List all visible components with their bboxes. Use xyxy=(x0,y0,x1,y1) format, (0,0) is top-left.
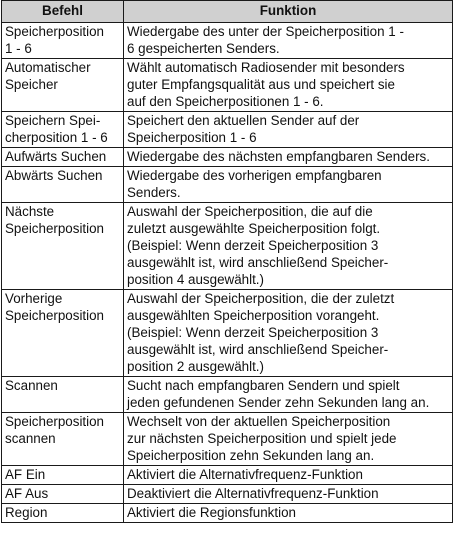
befehl-cell xyxy=(2,377,124,413)
table-row xyxy=(2,466,453,485)
befehl-text: Speicherposition 1 - 6 xyxy=(5,24,105,56)
funktion-cell xyxy=(124,377,453,413)
header-funktion: Funktion xyxy=(124,1,453,23)
funktion-cell xyxy=(124,290,453,377)
befehl-text: AF Ein xyxy=(5,467,46,482)
funktion-text: Auswahl der Speicherposition, die der zuletzt ausgewählten Speicherposition vorangeht. (Beispiel: Wenn derzeit Speicherposition 3 ausgewählt ist, wird anschließend Speicher- position 2 ausgewählt.) xyxy=(127,291,395,374)
table-body xyxy=(2,23,453,523)
funktion-text: Wählt automatisch Radiosender mit besonders guter Empfangsqualität aus und speichert sie auf den Speicherpositionen 1 - 6. xyxy=(127,60,405,109)
funktion-text: Wiedergabe des vorherigen empfangbaren Senders. xyxy=(127,168,382,200)
befehl-cell xyxy=(2,290,124,377)
funktion-cell xyxy=(124,23,453,59)
befehl-cell xyxy=(2,148,124,167)
funktion-text: Aktiviert die Regionsfunktion xyxy=(127,505,296,520)
header-befehl: Befehl xyxy=(2,1,124,23)
befehl-text: Vorherige Speicherposition xyxy=(5,291,105,323)
table-row xyxy=(2,413,453,466)
befehl-text: Automatischer Speicher xyxy=(5,60,91,92)
befehl-text: Scannen xyxy=(5,378,58,393)
befehl-cell xyxy=(2,413,124,466)
befehl-text: Aufwärts Suchen xyxy=(5,149,107,164)
table-header-row xyxy=(2,1,453,23)
table-row xyxy=(2,290,453,377)
befehl-cell xyxy=(2,485,124,504)
funktion-cell xyxy=(124,112,453,148)
befehl-text: Region xyxy=(5,505,48,520)
funktion-cell xyxy=(124,485,453,504)
funktion-text: Aktiviert die Alternativfrequenz-Funktion xyxy=(127,467,363,482)
befehl-cell xyxy=(2,59,124,112)
table-row xyxy=(2,23,453,59)
befehl-cell xyxy=(2,466,124,485)
befehl-text: Speichern Spei- cherposition 1 - 6 xyxy=(5,113,108,145)
befehl-cell xyxy=(2,167,124,203)
table-row xyxy=(2,112,453,148)
funktion-cell xyxy=(124,466,453,485)
funktion-text: Wechselt von der aktuellen Speicherposition zur nächsten Speicherposition und spielt jede Speicherposition zehn Sekunden lang an. xyxy=(127,414,397,463)
befehl-text: Speicherposition scannen xyxy=(5,414,105,446)
table-row xyxy=(2,203,453,290)
table-row xyxy=(2,485,453,504)
befehl-text: AF Aus xyxy=(5,486,49,501)
befehl-text: Abwärts Suchen xyxy=(5,168,103,183)
funktion-cell xyxy=(124,203,453,290)
funktion-text: Sucht nach empfangbaren Sendern und spielt jeden gefundenen Sender zehn Sekunden lang an. xyxy=(127,378,430,410)
funktion-text: Deaktiviert die Alternativfrequenz-Funktion xyxy=(127,486,379,501)
funktion-cell xyxy=(124,504,453,523)
funktion-text: Wiedergabe des unter der Speicherposition 1 - 6 gespeicherten Senders. xyxy=(127,24,404,56)
table-row xyxy=(2,377,453,413)
befehl-cell xyxy=(2,23,124,59)
funktion-text: Auswahl der Speicherposition, die auf die zuletzt ausgewählte Speicherposition folgt. (Beispiel: Wenn derzeit Speicherposition 3 ausgewählt ist, wird anschließend Speicher- position 4 ausgewählt.) xyxy=(127,204,389,287)
befehl-cell xyxy=(2,203,124,290)
funktion-text: Wiedergabe des nächsten empfangbaren Senders. xyxy=(127,149,430,164)
funktion-text: Speichert den aktuellen Sender auf der Speicherposition 1 - 6 xyxy=(127,113,360,145)
funktion-cell xyxy=(124,148,453,167)
funktion-cell xyxy=(124,59,453,112)
command-table xyxy=(1,0,453,523)
funktion-cell xyxy=(124,413,453,466)
befehl-text: Nächste Speicherposition xyxy=(5,204,105,236)
befehl-cell xyxy=(2,112,124,148)
funktion-cell xyxy=(124,167,453,203)
table-row xyxy=(2,148,453,167)
table-row xyxy=(2,504,453,523)
table-row xyxy=(2,167,453,203)
befehl-cell xyxy=(2,504,124,523)
table-row xyxy=(2,59,453,112)
